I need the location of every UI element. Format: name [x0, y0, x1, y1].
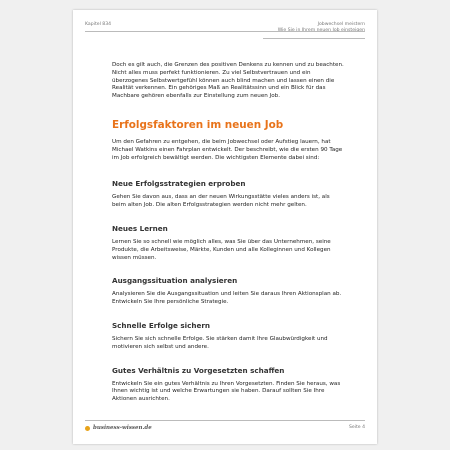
section-intro: Um den Gefahren zu entgehen, die beim Jobwechsel oder Aufstieg lauern, hat Michael Watkins einen Fahrplan entwickelt. Der beschreibt, wie die ersten 90 Tage im Job erfolgreich bewältigt werden. Die wichtigsten Elemente dabei sind: — [112, 138, 343, 161]
footer-divider — [85, 420, 365, 421]
footer-logo[interactable] — [85, 425, 152, 431]
header-subdivider — [263, 38, 365, 39]
document-page — [73, 10, 377, 444]
item-title-4: Schnelle Erfolge sichern — [112, 320, 211, 330]
item-title-5: Gutes Verhältnis zu Vorgesetzten schaffen — [112, 365, 285, 375]
item-title-2: Neues Lernen — [112, 223, 168, 233]
page-content — [112, 62, 344, 404]
intro-paragraph: Doch es gilt auch, die Grenzen des positiven Denkens zu kennen und zu beachten. Nicht alles muss perfekt funktionieren. Zu viel Selbstvertrauen und ein überzogenes Selbstwertgefühl können auch blind machen und lassen einen die Realität verkennen. Ein gehöriges Maß an Realitätssinn und ein Blick für das Machbare gehören ebenfalls zur Einstellung zum neuen Job. — [112, 62, 344, 100]
header-divider — [85, 31, 365, 32]
logo-text: business-wissen.de — [93, 425, 152, 431]
header-chapter: Kapitel 834 — [85, 22, 112, 27]
header-titles — [278, 22, 365, 34]
header-title: Jobwechsel meistern — [317, 22, 365, 27]
item-text-1: Gehen Sie davon aus, dass an der neuen Wirkungsstätte vieles anders ist, als beim alten Job. Die alten Erfolgsstrategien werden nicht mehr gelten. — [112, 194, 330, 209]
item-text-2: Lernen Sie so schnell wie möglich alles, was Sie über das Unternehmen, seine Produkte, die Arbeitsweise, Märkte, Kunden und alle Kolleginnen und Kollegen wissen müssen. — [112, 238, 331, 261]
item-title-3: Ausgangssituation analysieren — [112, 276, 238, 286]
item-text-4: Sichern Sie sich schnelle Erfolge. Sie stärken damit Ihre Glaubwürdigkeit und motivieren sich selbst und andere. — [112, 335, 328, 350]
page-number: Seite 4 — [348, 425, 365, 430]
logo-dot-icon — [85, 426, 90, 431]
section-heading: Erfolgsfaktoren im neuen Job — [112, 118, 284, 131]
header-subtitle: Wie Sie in Ihrem neuen Job einsteigen — [277, 28, 365, 33]
item-text-5: Entwickeln Sie ein gutes Verhältnis zu Ihren Vorgesetzten. Finden Sie heraus, was Ihnen wichtig ist und welche Erwartungen sie haben. Darauf sollten Sie Ihre Aktionen ausrichten. — [112, 380, 341, 403]
item-title-1: Neue Erfolgsstrategien erproben — [112, 179, 246, 189]
item-text-3: Analysieren Sie die Ausgangssituation und leiten Sie daraus Ihren Aktionsplan ab. Entwickeln Sie Ihre persönliche Strategie. — [112, 291, 342, 306]
